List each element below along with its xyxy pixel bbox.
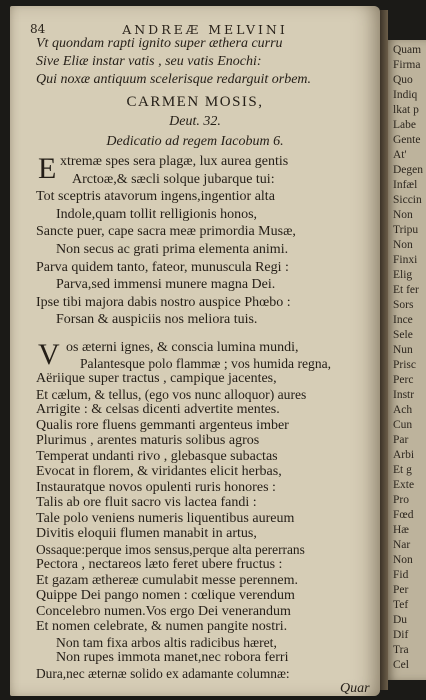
dedication-line: Parva,sed immensi munere magna Dei. <box>56 277 276 293</box>
facing-page-fragment: Non <box>393 554 413 566</box>
poem-line: os æterni ignes, & conscia lumina mundi, <box>66 340 299 355</box>
poem-line: Arrigite : & celsas dicenti advertite mentes. <box>36 402 280 417</box>
poem-line: Qualis rore fluens gemmanti argenteus imber <box>36 417 289 433</box>
poem-line: Instauratque novos opulenti ruris honores : <box>36 479 276 495</box>
facing-page-fragment: Tef <box>393 599 409 611</box>
book-page <box>10 6 380 696</box>
poem-line: Et cælum, & tellus, (ego vos nunc alloquor) aures <box>36 386 307 402</box>
poem-line: Et nomen celebrate, & numen pangite nostri. <box>36 619 288 634</box>
facing-page-fragment: Arbi <box>393 449 415 461</box>
facing-page-fragment: Firma <box>393 59 421 71</box>
dedication-line: Ipse tibi majora dabis nostro auspice Phœbo : <box>36 294 291 310</box>
dedication-line: Parva quidem tanto, fateor, munuscula Regi : <box>36 259 289 275</box>
facing-page-fragment: Siccin <box>393 194 422 206</box>
facing-page <box>388 40 426 680</box>
poem-line: Dura,nec æternæ solido ex adamante columnæ: <box>36 665 290 681</box>
poem-line: Talis ab ore fluit sacro vis lactea fandi : <box>36 495 257 510</box>
facing-page-fragment: Indiq <box>393 89 418 101</box>
top-line-1: Vt quondam rapti ignito super æthera curru <box>36 36 283 51</box>
catchword: Quar <box>340 681 370 696</box>
facing-page-fragment: Cel <box>393 659 409 671</box>
dedication-heading: Dedicatio ad regem Iacobum 6. <box>106 134 284 149</box>
running-title: ANDREÆ MELVINI <box>122 22 288 37</box>
poem-line: Quippe Dei pango nomen : cœlique verendum <box>36 588 295 603</box>
poem-line: Non tam fixa arbos altis radicibus hæret, <box>56 634 277 650</box>
dedication-line: Sancte puer, cape sacra meæ primordia Musæ, <box>36 224 296 240</box>
poem-line: Pectora , nectareos læto feret ubere fructus : <box>36 557 283 572</box>
facing-page-fragment: Fid <box>393 569 409 581</box>
facing-page-fragment: Ince <box>393 314 413 326</box>
facing-page-fragment: Labe <box>393 119 416 131</box>
facing-page-fragment: Quam <box>393 44 422 56</box>
facing-page-fragment: Quo <box>393 74 413 86</box>
poem-dropcap: V <box>38 338 60 371</box>
facing-page-fragment: Finxi <box>393 254 418 266</box>
facing-page-fragment: Hæ <box>393 524 409 536</box>
dedication-line: xtremæ spes sera plagæ, lux aurea gentis <box>60 154 289 169</box>
dedication-line: Forsan & auspiciis nos meliora tuis. <box>56 312 258 328</box>
deut-reference: Deut. 32. <box>169 114 221 129</box>
dedication-line: Indole,quam tollit relligionis honos, <box>56 206 258 222</box>
facing-page-fragment: Nun <box>393 344 413 356</box>
facing-page-fragment: Exte <box>393 479 415 491</box>
facing-page-fragment: Ach <box>393 404 413 416</box>
poem-line: Ossaque:perque imos sensus,perque alta pererrans <box>36 541 305 557</box>
facing-page-fragment: Par <box>393 434 409 446</box>
poem-line: Non rupes immota manet,nec robora ferri <box>56 650 289 665</box>
facing-page-fragment: Fœd <box>393 509 414 521</box>
facing-page-fragment: Dif <box>393 629 409 641</box>
poem-line: Aëriique super tractus , campique jacentes, <box>36 371 277 386</box>
facing-page-fragment: Per <box>393 584 409 596</box>
poem-line: Divitis eloquii flumen manabit in artus, <box>36 526 257 541</box>
facing-page-fragment: Instr <box>393 389 415 401</box>
facing-page-fragment: Du <box>393 614 408 626</box>
dedication-line: Tot sceptris atavorum ingens,ingentior alta <box>36 189 275 205</box>
poem-line: Palantesque polo flammæ ; vos humida regna, <box>80 355 332 371</box>
facing-page-fragment: Pro <box>393 494 409 506</box>
facing-page-fragment: Et fer <box>393 284 419 296</box>
page-number: 84 <box>30 22 46 36</box>
facing-page-fragment: Sors <box>393 299 414 311</box>
facing-page-fragment: Et g <box>393 464 412 476</box>
facing-page-fragment: Infæl <box>393 179 418 191</box>
top-line-2: Sive Eliæ instar vatis , seu vatis Enochi: <box>36 54 262 69</box>
dedication-line: Non secus ac grati prima elementa animi. <box>56 242 289 257</box>
facing-page-fragment: Degen <box>393 164 424 176</box>
facing-page-fragment: Elig <box>393 269 413 281</box>
facing-page-fragment: Prisc <box>393 359 416 371</box>
dedication-line: Arctoæ,& sæcli solque jubarque tui: <box>72 171 275 187</box>
dedication-dropcap: E <box>38 152 57 185</box>
facing-page-fragment: Sele <box>393 329 413 341</box>
poem-line: Evocat in florem, & viridantes elicit herbas, <box>36 464 282 479</box>
facing-page-fragment: At' <box>393 149 407 161</box>
facing-page-fragment: Gente <box>393 134 421 146</box>
facing-page-fragment: lkat p <box>393 104 419 116</box>
facing-page-fragment: Tra <box>393 644 409 656</box>
carmen-title: CARMEN MOSIS, <box>126 94 264 110</box>
top-line-3: Qui noxæ antiquum scelerisque redarguit orbem. <box>36 72 312 87</box>
facing-page-fragment: Cun <box>393 419 413 431</box>
facing-page-fragment: Nar <box>393 539 411 551</box>
facing-page-fragment: Non <box>393 239 413 251</box>
poem-line: Temperat undanti rivo , glebasque subactas <box>36 448 278 464</box>
book-gutter <box>380 10 388 690</box>
running-head <box>30 22 380 36</box>
facing-page-fragment: Non <box>393 209 413 221</box>
facing-page-fragment: Perc <box>393 374 414 386</box>
poem-line: Tale polo veniens numeris liquentibus aureum <box>36 510 295 526</box>
facing-page-fragment: Tripu <box>393 224 419 236</box>
poem-line: Et gazam æthereæ cumulabit messe perennem. <box>36 572 299 588</box>
poem-line: Concelebro numen.Vos ergo Dei venerandum <box>36 603 291 619</box>
poem-line: Plurimus , arentes maturis solibus agros <box>36 433 260 448</box>
